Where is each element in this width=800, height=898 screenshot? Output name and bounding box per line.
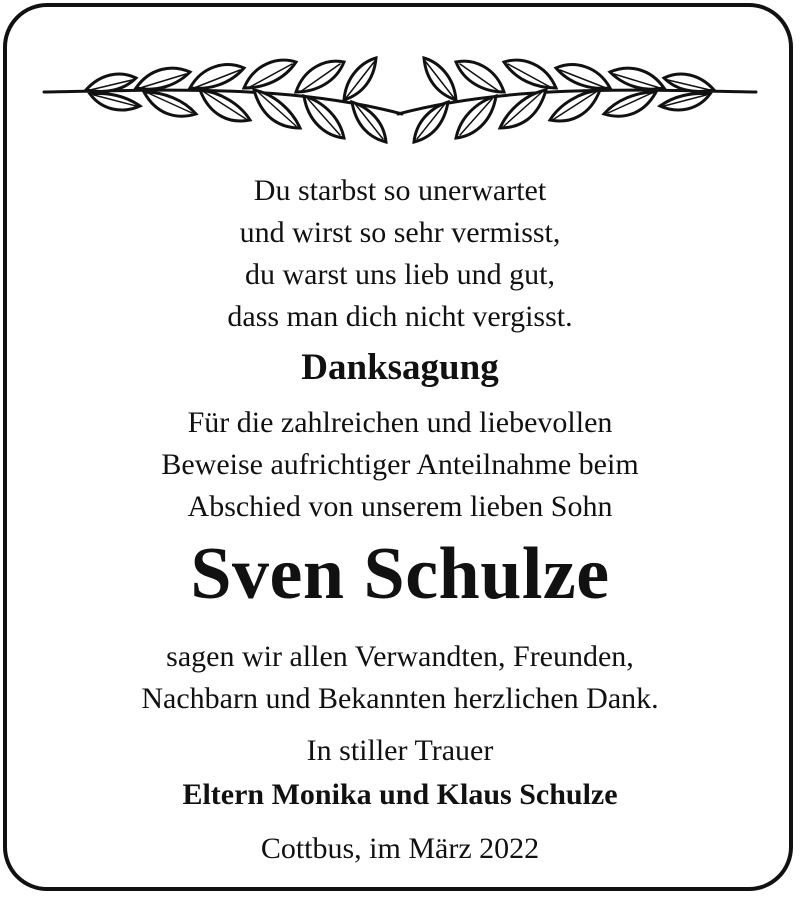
intro-line-1: Für die zahlreichen und liebevollen [187, 406, 613, 439]
signers: Eltern Monika und Klaus Schulze [182, 778, 618, 811]
poem-line-4: dass man dich nicht vergisst. [227, 300, 573, 333]
poem-line-3: du warst uns lieb und gut, [245, 258, 555, 291]
heading-danksagung: Danksagung [301, 347, 499, 388]
thanks-line-1: sagen wir allen Verwandten, Freunden, [166, 640, 634, 673]
deceased-name: Sven Schulze [190, 533, 610, 615]
poem-line-2: und wirst so sehr vermisst, [239, 216, 561, 249]
place-date: Cottbus, im März 2022 [260, 832, 540, 865]
intro-line-3: Abschied von unserem lieben Sohn [187, 490, 613, 523]
olive-branch-icon [40, 44, 760, 156]
thanks-line-2: Nachbarn und Bekannten herzlichen Dank. [141, 682, 659, 715]
intro-line-2: Beweise aufrichtiger Anteilnahme beim [161, 448, 639, 481]
mourning-line: In stiller Trauer [306, 734, 494, 767]
poem-line-1: Du starbst so unerwartet [253, 174, 547, 207]
